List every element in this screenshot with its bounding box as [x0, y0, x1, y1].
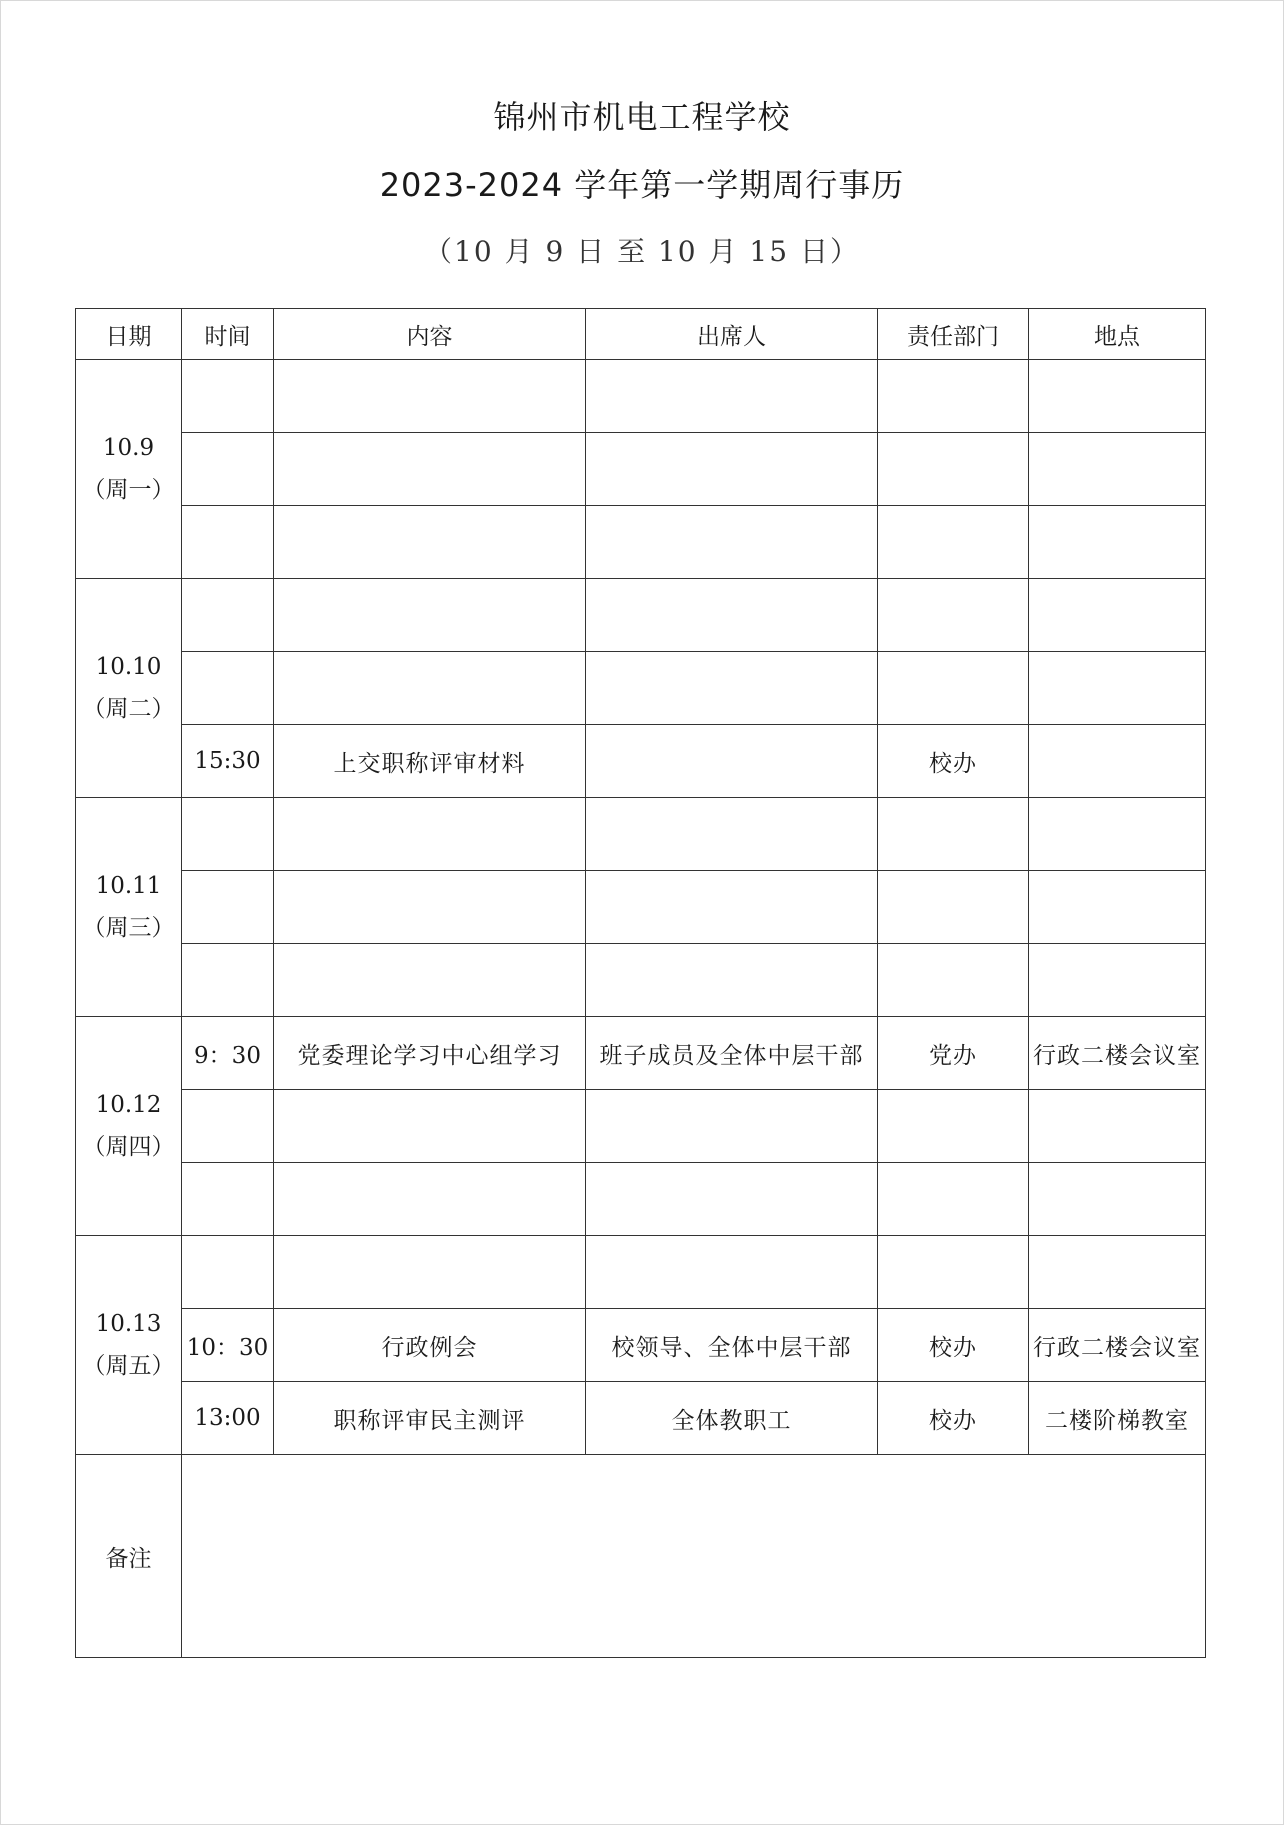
day-cell [76, 579, 182, 798]
attendees-cell: 班子成员及全体中层干部 [586, 1017, 878, 1090]
content-cell: 职称评审民主测评 [274, 1382, 586, 1455]
content-cell [274, 871, 586, 944]
calendar-body [76, 360, 1206, 1455]
notes-content [182, 1455, 1206, 1658]
col-header-place: 地点 [1029, 309, 1206, 360]
place-cell [1029, 506, 1206, 579]
place-cell: 行政二楼会议室 [1029, 1309, 1206, 1382]
attendees-cell: 校领导、全体中层干部 [586, 1309, 878, 1382]
table-row [76, 944, 1206, 1017]
col-header-attendees: 出席人 [586, 309, 878, 360]
day-weekday: （周五） [82, 1353, 175, 1379]
place-cell [1029, 944, 1206, 1017]
day-date: 10.12 [95, 1092, 162, 1118]
attendees-cell [586, 944, 878, 1017]
time-cell [182, 506, 274, 579]
place-cell [1029, 725, 1206, 798]
term-title: 2023-2024 学年第一学期周行事历 [379, 166, 905, 204]
place-cell [1029, 1090, 1206, 1163]
attendees-cell [586, 871, 878, 944]
table-row [76, 1309, 1206, 1382]
department-cell [878, 360, 1029, 433]
day-cell [76, 798, 182, 1017]
day-weekday: （周三） [82, 915, 175, 941]
table-row [76, 1236, 1206, 1309]
day-date: 10.10 [95, 654, 162, 680]
day-date: 10.13 [95, 1311, 162, 1337]
day-date: 10.11 [95, 873, 162, 899]
day-weekday: （周四） [82, 1134, 175, 1160]
content-cell [274, 798, 586, 871]
day-weekday: （周一） [82, 477, 175, 503]
table-row [76, 360, 1206, 433]
place-cell [1029, 579, 1206, 652]
content-cell: 党委理论学习中心组学习 [274, 1017, 586, 1090]
content-cell: 行政例会 [274, 1309, 586, 1382]
time-cell: 13:00 [182, 1382, 274, 1455]
table-row [76, 506, 1206, 579]
time-cell: 15:30 [182, 725, 274, 798]
department-cell [878, 506, 1029, 579]
content-cell [274, 506, 586, 579]
content-cell [274, 579, 586, 652]
time-cell [182, 579, 274, 652]
content-cell [274, 1163, 586, 1236]
place-cell: 二楼阶梯教室 [1029, 1382, 1206, 1455]
attendees-cell [586, 1163, 878, 1236]
table-row [76, 798, 1206, 871]
content-cell [274, 944, 586, 1017]
table-row [76, 1017, 1206, 1090]
col-header-date: 日期 [76, 309, 182, 360]
place-cell [1029, 1236, 1206, 1309]
time-cell: 9：30 [182, 1017, 274, 1090]
table-row [76, 725, 1206, 798]
time-cell: 10：30 [182, 1309, 274, 1382]
attendees-cell [586, 433, 878, 506]
department-cell [878, 944, 1029, 1017]
department-cell [878, 579, 1029, 652]
day-cell [76, 1017, 182, 1236]
department-cell [878, 1090, 1029, 1163]
col-header-content: 内容 [274, 309, 586, 360]
time-cell [182, 1090, 274, 1163]
attendees-cell [586, 360, 878, 433]
department-cell [878, 871, 1029, 944]
content-cell [274, 1090, 586, 1163]
table-row [76, 1090, 1206, 1163]
place-cell [1029, 433, 1206, 506]
department-cell [878, 1163, 1029, 1236]
department-cell: 校办 [878, 1382, 1029, 1455]
place-cell [1029, 360, 1206, 433]
day-weekday: （周二） [82, 696, 175, 722]
department-cell [878, 433, 1029, 506]
table-row [76, 579, 1206, 652]
attendees-cell [586, 798, 878, 871]
place-cell [1029, 798, 1206, 871]
attendees-cell [586, 506, 878, 579]
department-cell [878, 1236, 1029, 1309]
department-cell [878, 652, 1029, 725]
table-row [76, 1382, 1206, 1455]
table-row [76, 1163, 1206, 1236]
day-cell [76, 360, 182, 579]
time-cell [182, 652, 274, 725]
header-row [76, 309, 1206, 360]
content-cell [274, 1236, 586, 1309]
notes-label: 备注 [76, 1455, 182, 1658]
weekly-calendar-table [75, 308, 1206, 1658]
time-cell [182, 1236, 274, 1309]
time-cell [182, 360, 274, 433]
notes-row [76, 1455, 1206, 1658]
date-range: （10 月 9 日 至 10 月 15 日） [424, 235, 860, 268]
place-cell [1029, 1163, 1206, 1236]
content-cell [274, 360, 586, 433]
time-cell [182, 433, 274, 506]
table-row [76, 871, 1206, 944]
day-cell [76, 1236, 182, 1455]
department-cell [878, 798, 1029, 871]
department-cell: 党办 [878, 1017, 1029, 1090]
col-header-department: 责任部门 [878, 309, 1029, 360]
attendees-cell [586, 1236, 878, 1309]
table-row [76, 652, 1206, 725]
attendees-cell: 全体教职工 [586, 1382, 878, 1455]
attendees-cell [586, 725, 878, 798]
time-cell [182, 1163, 274, 1236]
place-cell [1029, 652, 1206, 725]
content-cell [274, 433, 586, 506]
day-date: 10.9 [102, 435, 155, 461]
attendees-cell [586, 579, 878, 652]
school-title: 锦州市机电工程学校 [493, 98, 791, 136]
attendees-cell [586, 652, 878, 725]
attendees-cell [586, 1090, 878, 1163]
time-cell [182, 944, 274, 1017]
content-cell [274, 652, 586, 725]
content-cell: 上交职称评审材料 [274, 725, 586, 798]
department-cell: 校办 [878, 1309, 1029, 1382]
table-row [76, 433, 1206, 506]
place-cell: 行政二楼会议室 [1029, 1017, 1206, 1090]
col-header-time: 时间 [182, 309, 274, 360]
department-cell: 校办 [878, 725, 1029, 798]
time-cell [182, 871, 274, 944]
place-cell [1029, 871, 1206, 944]
time-cell [182, 798, 274, 871]
